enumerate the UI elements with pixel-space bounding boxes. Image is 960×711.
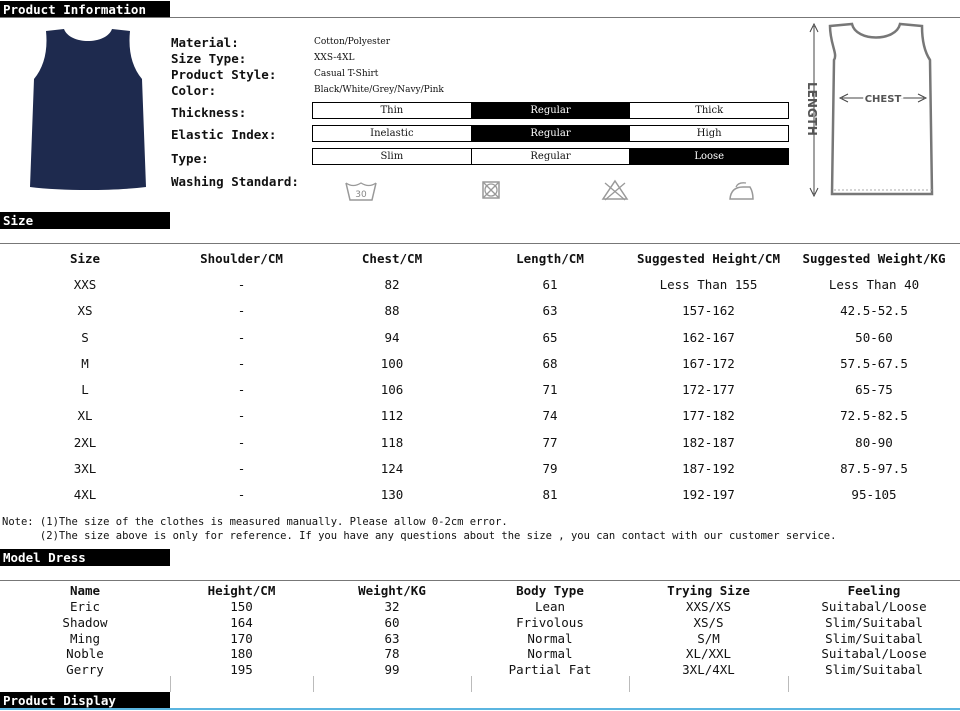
thickness-option-regular: Regular: [471, 103, 630, 118]
type-options: [312, 148, 789, 165]
table-cell: XXS/XS: [685, 599, 732, 614]
table-cell: XL: [77, 408, 93, 424]
table-cell: 106: [380, 382, 404, 398]
table-cell: 88: [384, 303, 400, 319]
table-cell: 79: [542, 461, 558, 477]
table-row: [0, 325, 960, 351]
table-cell: 118: [380, 434, 404, 450]
table-cell: 157-162: [682, 303, 735, 319]
table-cell: 65: [542, 329, 558, 345]
table-row: [0, 272, 960, 298]
table-cell: 187-192: [682, 461, 735, 477]
divider: [0, 708, 960, 710]
type-option-regular: Regular: [471, 149, 630, 164]
table-cell: 3XL: [73, 461, 97, 477]
divider: [0, 580, 960, 581]
product-tank-top-image: [24, 27, 152, 193]
header-cell: Suggested Weight/KG: [802, 251, 946, 266]
table-cell: 50-60: [855, 329, 893, 345]
iron-icon: [724, 178, 758, 204]
table-cell: 72.5-82.5: [840, 408, 908, 424]
header-cell: Name: [69, 583, 101, 598]
tank-top-shape: [30, 29, 146, 190]
header-cell: Trying Size: [667, 583, 750, 598]
table-cell: Normal: [527, 646, 573, 662]
table-cell: 78: [384, 646, 400, 662]
table-cell: 99: [384, 662, 400, 678]
table-cell: Frivolous: [516, 614, 584, 630]
wash-30-icon: [344, 178, 378, 204]
elastic-option-high: High: [629, 126, 788, 141]
table-cell: 42.5-52.5: [840, 303, 908, 319]
thickness-option-thick: Thick: [629, 103, 788, 118]
table-row: [0, 615, 960, 631]
header-cell: Weight/KG: [358, 583, 426, 598]
table-cell: 81: [542, 487, 558, 503]
table-cell: Eric: [69, 599, 101, 614]
table-cell: Normal: [527, 630, 573, 646]
color-label: Color:: [171, 83, 217, 98]
table-cell: Ming: [69, 630, 101, 646]
elastic-label: Elastic Index:: [171, 127, 277, 142]
table-row: [0, 403, 960, 429]
size-type-label: Size Type:: [171, 51, 247, 66]
table-row: [0, 456, 960, 482]
divider: [0, 243, 960, 244]
table-cell: 65-75: [855, 382, 893, 398]
no-bleach-icon: [598, 178, 632, 204]
header-cell: Body Type: [516, 583, 584, 598]
table-cell: 112: [380, 408, 404, 424]
table-cell: S/M: [697, 630, 720, 646]
section-header-model-dress: Model Dress: [0, 549, 170, 566]
type-option-loose: Loose: [629, 149, 788, 164]
grid-line: [629, 676, 630, 692]
length-label: LENGTH: [805, 82, 819, 136]
table-cell: 60: [384, 614, 400, 630]
table-cell: 57.5-67.5: [840, 355, 908, 371]
table-cell: 124: [380, 461, 404, 477]
table-cell: 95-105: [851, 487, 897, 503]
table-cell: -: [237, 382, 246, 398]
table-cell: XS: [77, 303, 93, 319]
table-cell: 177-182: [682, 408, 735, 424]
table-cell: Shadow: [62, 614, 108, 630]
size-notes: [2, 515, 836, 543]
table-cell: Gerry: [66, 662, 104, 678]
table-row: [0, 599, 960, 615]
header-cell: Chest/CM: [361, 251, 423, 266]
table-cell: Slim/Suitabal: [825, 614, 923, 630]
table-cell: XS/S: [693, 614, 724, 630]
table-cell: -: [237, 277, 246, 292]
table-cell: L: [81, 382, 89, 398]
table-cell: 167-172: [682, 355, 735, 371]
color-value: Black/White/Grey/Navy/Pink: [314, 85, 444, 95]
table-cell: -: [237, 355, 246, 371]
table-cell: Partial Fat: [508, 662, 592, 678]
table-cell: -: [237, 461, 246, 477]
header-cell: Size: [69, 251, 101, 266]
table-cell: XXS: [73, 277, 97, 292]
diagram-tank-outline: [830, 24, 932, 194]
table-cell: -: [237, 434, 246, 450]
grid-line: [788, 676, 789, 692]
table-cell: 170: [230, 630, 253, 646]
table-cell: 180: [230, 646, 253, 662]
thickness-option-thin: Thin: [313, 103, 471, 118]
washing-label: Washing Standard:: [171, 174, 299, 189]
chest-label: CHEST: [864, 94, 902, 105]
table-cell: S: [81, 329, 89, 345]
table-cell: -: [237, 408, 246, 424]
table-cell: XL/XXL: [685, 646, 732, 662]
table-cell: Less Than 40: [828, 277, 920, 292]
size-type-value: XXS-4XL: [314, 53, 355, 63]
elastic-option-inelastic: Inelastic: [313, 126, 471, 141]
table-cell: 4XL: [73, 487, 97, 503]
elastic-option-regular: Regular: [471, 126, 630, 141]
table-row: [0, 298, 960, 324]
table-cell: -: [237, 487, 246, 503]
table-cell: 68: [542, 355, 558, 371]
table-cell: Slim/Suitabal: [825, 662, 923, 678]
model-table-header: [0, 583, 960, 599]
grid-line: [313, 676, 314, 692]
table-cell: 32: [384, 599, 400, 614]
header-cell: Shoulder/CM: [200, 251, 283, 266]
table-cell: Suitabal/Loose: [821, 599, 927, 614]
table-row: [0, 351, 960, 377]
table-cell: 2XL: [73, 434, 97, 450]
table-cell: Suitabal/Loose: [821, 646, 927, 662]
no-tumble-dry-icon: [474, 178, 508, 204]
table-cell: Noble: [66, 646, 104, 662]
table-cell: 100: [380, 355, 404, 371]
type-label: Type:: [171, 151, 209, 166]
table-cell: 74: [542, 408, 558, 424]
table-cell: Slim/Suitabal: [825, 630, 923, 646]
note-line-2: (2)The size above is only for reference. If you have any questions about the size , you can contact with our customer service.: [2, 530, 837, 542]
grid-line: [170, 676, 171, 692]
header-cell: Length/CM: [516, 251, 584, 266]
table-cell: 82: [384, 277, 400, 292]
thickness-options: [312, 102, 789, 119]
header-cell: Feeling: [847, 583, 901, 598]
elastic-options: [312, 125, 789, 142]
table-cell: 3XL/4XL: [682, 662, 735, 678]
measurement-diagram: [804, 14, 944, 204]
table-cell: 94: [384, 329, 400, 345]
table-cell: 182-187: [682, 434, 735, 450]
section-header-size: Size: [0, 212, 170, 229]
table-row: [0, 662, 960, 678]
table-cell: 77: [542, 434, 558, 450]
grid-line: [471, 676, 472, 692]
size-table: [0, 245, 960, 509]
table-row: [0, 646, 960, 662]
table-cell: Lean: [534, 599, 566, 614]
table-cell: 63: [542, 303, 558, 319]
header-cell: Suggested Height/CM: [637, 251, 780, 266]
material-value: Cotton/Polyester: [314, 37, 391, 47]
header-cell: Height/CM: [207, 583, 276, 598]
table-cell: 87.5-97.5: [840, 461, 908, 477]
style-label: Product Style:: [171, 67, 277, 82]
table-row: [0, 482, 960, 508]
type-option-slim: Slim: [313, 149, 471, 164]
section-header-product-info: Product Information: [0, 1, 170, 18]
table-cell: 63: [384, 630, 400, 646]
table-cell: 80-90: [855, 434, 893, 450]
thickness-label: Thickness:: [171, 105, 247, 120]
wash-temperature: 30: [355, 190, 367, 200]
model-table: [0, 583, 960, 678]
table-cell: 71: [542, 382, 558, 398]
table-row: [0, 377, 960, 403]
table-cell: -: [237, 303, 246, 319]
table-cell: 192-197: [682, 487, 735, 503]
table-row: [0, 631, 960, 647]
material-label: Material:: [171, 35, 239, 50]
table-cell: 162-167: [682, 329, 735, 345]
table-cell: 61: [542, 277, 558, 292]
table-cell: 172-177: [682, 382, 735, 398]
table-cell: 130: [380, 487, 404, 503]
table-cell: 195: [230, 662, 253, 678]
table-row: [0, 430, 960, 456]
note-line-1: Note: (1)The size of the clothes is measured manually. Please allow 0-2cm error.: [2, 516, 508, 528]
table-cell: 150: [230, 599, 253, 614]
style-value: Casual T-Shirt: [314, 69, 379, 79]
size-table-header: [0, 245, 960, 272]
table-cell: 164: [230, 614, 253, 630]
table-cell: Less Than 155: [659, 277, 758, 292]
table-cell: -: [237, 329, 246, 345]
table-cell: M: [81, 355, 89, 371]
section-header-product-display: Product Display: [0, 692, 170, 709]
